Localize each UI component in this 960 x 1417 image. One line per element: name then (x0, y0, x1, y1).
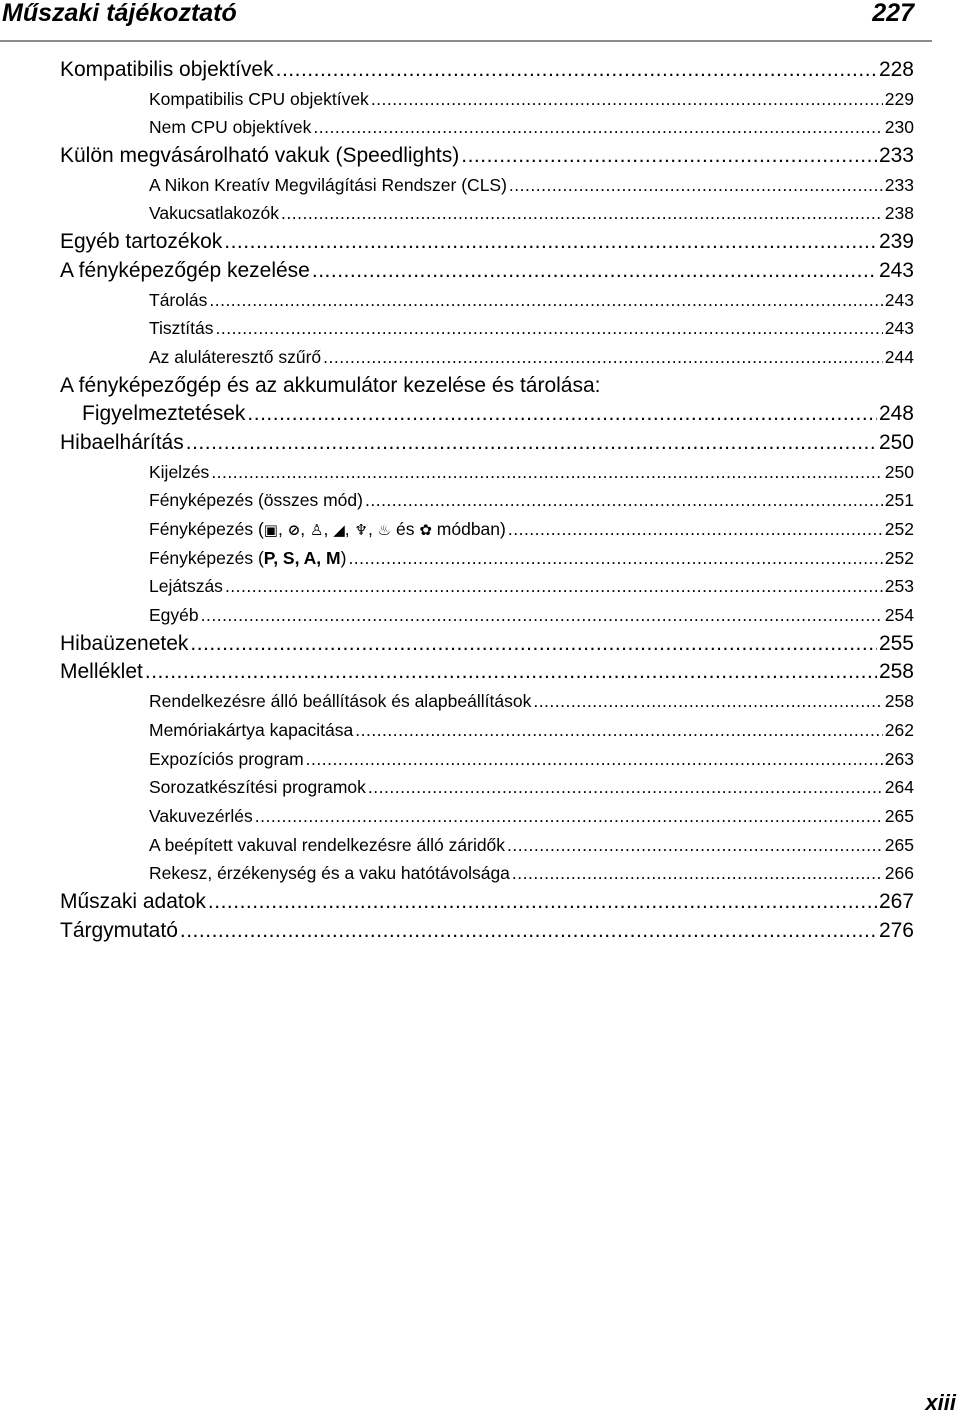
toc-entry[interactable]: A Nikon Kreatív Megvilágítási Rendszer (CLS) ..... 233 (60, 171, 914, 200)
toc-entry[interactable]: Tisztítás ..... 243 (60, 314, 914, 343)
toc-entry[interactable]: Hibaüzenetek ..... 255 (60, 630, 914, 659)
toc-entry[interactable]: Fényképezés (▣, ⊘, ♙, ◢, ♆, ♨ és ✿ módban) ..... 252 (60, 515, 914, 544)
child-icon: ♆ (354, 521, 368, 539)
portrait-icon: ♙ (310, 521, 324, 539)
toc-entry[interactable]: Hibaelhárítás ..... 250 (60, 429, 914, 458)
toc-entry[interactable]: Figyelmeztetések ..... 248 (60, 400, 914, 429)
toc-entry[interactable]: Melléklet ..... 258 (60, 658, 914, 687)
toc-entry[interactable]: Fényképezés (összes mód) ..... 251 (60, 486, 914, 515)
toc-entry[interactable]: Kompatibilis CPU objektívek ..... 229 (60, 85, 914, 114)
landscape-icon: ◢ (333, 521, 345, 539)
toc-entry[interactable]: Tárolás ..... 243 (60, 286, 914, 315)
toc-entry[interactable]: Műszaki adatok ..... 267 (60, 888, 914, 917)
toc-entry[interactable]: Vakuvezérlés ..... 265 (60, 802, 914, 831)
auto-mode-icon: ▣ (263, 521, 278, 539)
section-page-number: 227 (872, 0, 914, 27)
toc-entry[interactable]: Sorozatkészítési programok ..... 264 (60, 773, 914, 802)
toc-entry[interactable]: Egyéb tartozékok ..... 239 (60, 228, 914, 257)
toc-entry[interactable]: Rendelkezésre álló beállítások és alapbeállítások ..... 258 (60, 687, 914, 716)
toc-entry[interactable]: Lejátszás ..... 253 (60, 572, 914, 601)
page-number: xiii (925, 1390, 956, 1415)
toc-entry-heading: A fényképezőgép és az akkumulátor kezelése és tárolása: (60, 373, 601, 397)
toc-entry[interactable]: Külön megvásárolható vakuk (Speedlights) ..... 233 (60, 142, 914, 171)
auto-flash-off-icon: ⊘ (287, 521, 301, 539)
toc-entry[interactable]: Fényképezés (P, S, A, M) ..... 252 (60, 544, 914, 573)
page-header (0, 0, 932, 42)
toc-entry[interactable]: Egyéb ..... 254 (60, 601, 914, 630)
close-up-icon: ✿ (419, 521, 432, 539)
toc-entry[interactable]: Expozíciós program ..... 263 (60, 745, 914, 774)
toc-entry[interactable]: Vakucsatlakozók ..... 238 (60, 199, 914, 228)
toc-entry[interactable]: Nem CPU objektívek ..... 230 (60, 113, 914, 142)
toc-entry[interactable]: Memóriakártya kapacitása ..... 262 (60, 716, 914, 745)
toc-entry[interactable]: A fényképezőgép kezelése ..... 243 (60, 257, 914, 286)
toc-entry[interactable]: A beépített vakuval rendelkezésre álló záridők ..... 265 (60, 831, 914, 860)
toc-entry[interactable]: Tárgymutató ..... 276 (60, 917, 914, 946)
section-title: Műszaki tájékoztató (2, 0, 237, 27)
toc-entry[interactable]: Az aluláteresztő szűrő ..... 244 (60, 343, 914, 372)
toc-entry[interactable]: Kompatibilis objektívek ..... 228 (60, 56, 914, 85)
sports-icon: ♨ (377, 521, 392, 539)
toc-entry[interactable]: Kijelzés ..... 250 (60, 458, 914, 487)
toc-entry[interactable]: Rekesz, érzékenység és a vaku hatótávolsága ..... 266 (60, 859, 914, 888)
table-of-contents (60, 56, 914, 945)
